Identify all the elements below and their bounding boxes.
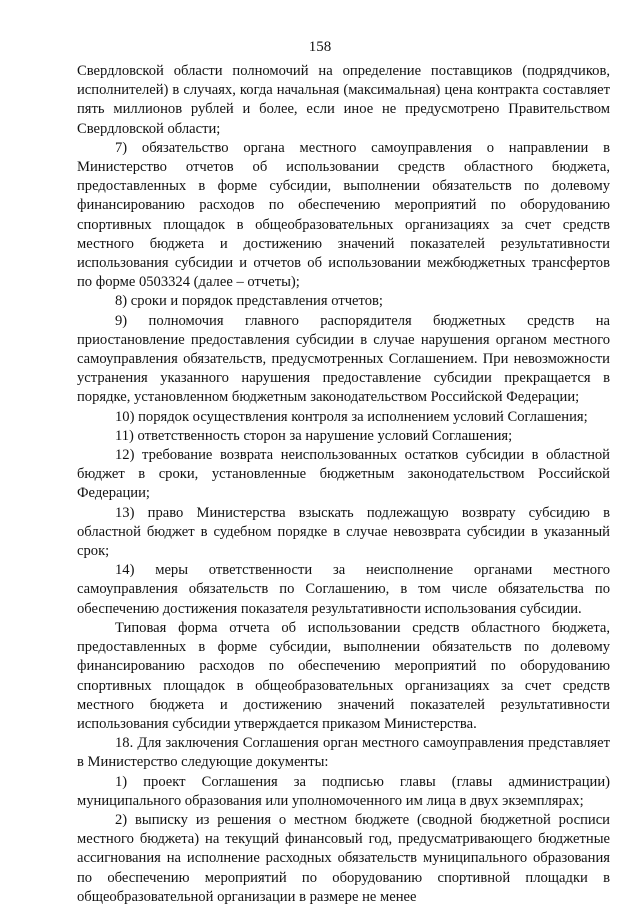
paragraph-item-10-control-procedure: 10) порядок осуществления контроля за исполнением условий Соглашения; xyxy=(115,408,588,425)
paragraph-doc-1-draft-agreement: 1) проект Соглашения за подписью главы (главы администрации) муниципального образования или уполномоченного им лица в двух экземплярах; xyxy=(77,773,610,809)
paragraph-item-12-return-requirement: 12) требование возврата неиспользованных остатков субсидии в областной бюджет в сроки, установленные бюджетным законодательством Российской Федерации; xyxy=(77,447,610,502)
paragraph-item-8-report-deadlines: 8) сроки и порядок представления отчетов; xyxy=(115,293,383,310)
paragraph-section-18: 18. Для заключения Соглашения орган местного самоуправления представляет в Министерство следующие документы: xyxy=(77,735,610,771)
paragraph-authority-continuation: Свердловской области полномочий на определение поставщиков (подрядчиков, исполнителей) в случаях, когда начальная (максимальная) цена контракта составляет пять миллионов рублей и более, если иное не предусмотрено Правительством Свердловской области; xyxy=(77,63,610,137)
paragraph-item-13-court-recovery: 13) право Министерства взыскать подлежащую возврату субсидию в областной бюджет в судебном порядке в случае невозврата субсидии в указанный срок; xyxy=(77,504,610,560)
paragraph-item-11-responsibility: 11) ответственность сторон за нарушение условий Соглашения; xyxy=(115,427,513,444)
paragraph-item-7-reporting-obligation: 7) обязательство органа местного самоуправления о направлении в Министерство отчетов об использовании средств областного бюджета, предоставленных в форме субсидии, выполнении обязательств по долевому финансированию расходов по обеспечению мероприятий по оборудованию спортивных площадок в общеобразовательных организациях за счет средств местного бюджета и достижению значений показателей результативности использования субсидии и отчетов об использовании межбюджетных трансфертов по форме 0503324 (далее – отчеты); xyxy=(77,139,610,291)
paragraph-item-14-liability-measures: 14) меры ответственности за неисполнение органами местного самоуправления обязательств по Соглашению, в том числе обязательства по обеспечению достижения показателя результативности использования субсидии. xyxy=(77,562,610,617)
paragraph-item-9-suspension-powers: 9) полномочия главного распорядителя бюджетных средств на приостановление предоставления субсидии в случае нарушения органом местного самоуправления обязательств, предусмотренных Соглашением. При невозможности устранения указанного нарушения предоставление субсидии прекращается в порядке, установленном бюджетным законодательством Российской Федерации; xyxy=(77,312,610,406)
paragraph-report-form: Типовая форма отчета об использовании средств областного бюджета, предоставленных в форме субсидии, выполнении обязательств по долевому финансированию расходов по обеспечению мероприятий по оборудованию спортивных площадок в общеобразовательных организациях за счет средств местного бюджета и достижению значений показателей результативности использования субсидии утверждается приказом Министерства. xyxy=(77,619,610,732)
page-number: 158 xyxy=(308,39,332,55)
document-body xyxy=(77,62,610,907)
paragraph-doc-2-budget-extract: 2) выписку из решения о местном бюджете (сводной бюджетной росписи местного бюджета) на текущий финансовый год, предусматривающего бюджетные ассигнования на исполнение расходных обязательств муниципального образования по обеспечению мероприятий по оборудованию спортивной площадки в общеобразовательной организации в размере не менее xyxy=(77,811,610,905)
